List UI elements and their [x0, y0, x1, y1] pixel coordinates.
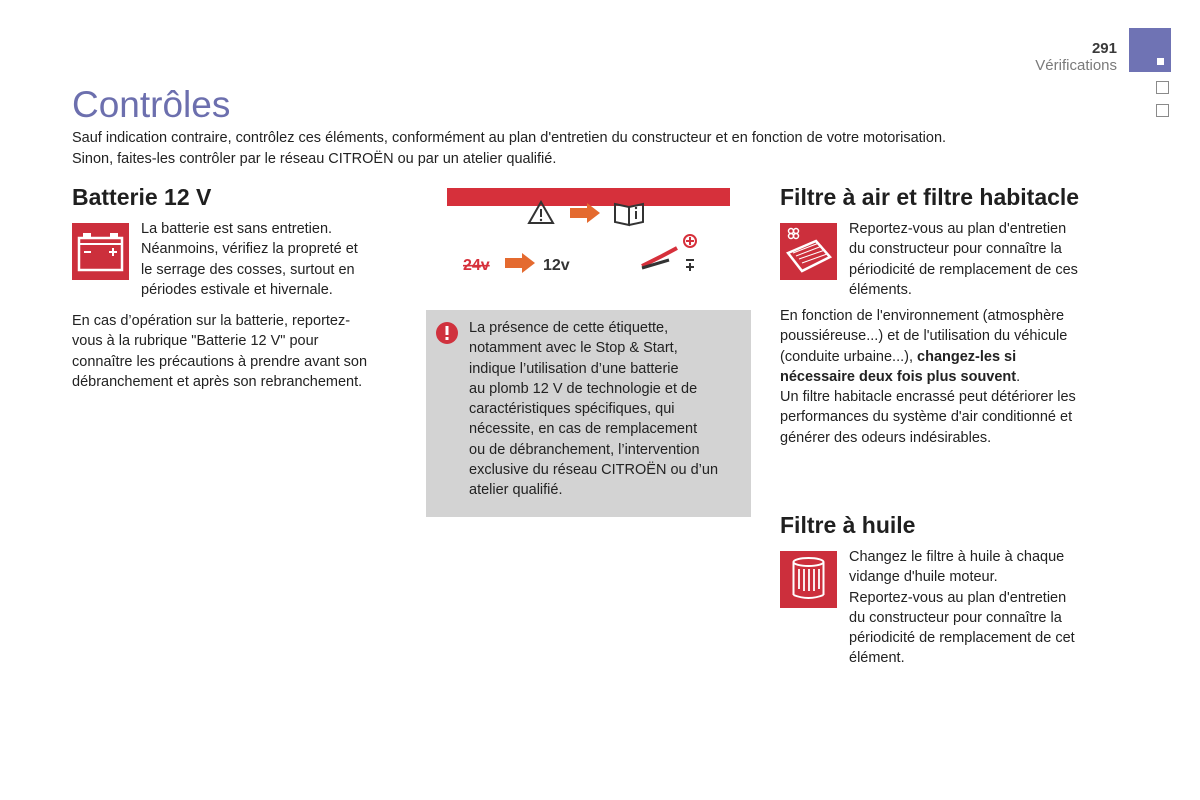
air-filter-heading: Filtre à air et filtre habitacle: [780, 184, 1080, 210]
text-line: périodicité de remplacement de cet: [849, 630, 1075, 647]
text-line: générer des odeurs indésirables.: [780, 429, 992, 446]
text-line: débranchement et après son rebranchement.: [72, 373, 363, 390]
manual-book-icon: [615, 204, 643, 225]
text-line: périodicité de remplacement de ces: [849, 261, 1078, 278]
text-line: La batterie est sans entretien.: [141, 221, 333, 237]
battery-heading: Batterie 12 V: [72, 184, 212, 210]
text-line: Un filtre habitacle encrassé peut détériorer les: [780, 389, 1076, 406]
section-tab-active: [1129, 28, 1171, 72]
intro-line: Sauf indication contraire, contrôlez ces éléments, conformément au plan d'entretien du constructeur et en fonction de votre motorisation.: [72, 130, 947, 146]
page-number: 291: [1091, 40, 1117, 57]
text-run: .: [1016, 368, 1021, 385]
oil-filter-heading: Filtre à huile: [780, 512, 916, 538]
oil-filter-icon: [780, 551, 837, 608]
text-line: du constructeur pour connaître la: [849, 609, 1062, 626]
text-line: périodes estivale et hivernale.: [141, 281, 333, 298]
text-line: [780, 347, 1120, 367]
text-line: éléments.: [849, 281, 912, 298]
cabin-filter-icon: [780, 223, 837, 280]
emphasis-text: changez-les si: [917, 348, 1017, 365]
text-line: vous à la rubrique "Batterie 12 V" pour: [72, 333, 319, 350]
battery-icon: [72, 223, 129, 280]
warning-text: [469, 318, 744, 501]
text-line: exclusive du réseau CITROËN ou d’un: [469, 462, 719, 479]
text-line: performances du système d'air conditionné et: [780, 409, 1073, 426]
text-line: nécessite, en cas de remplacement: [469, 421, 698, 438]
jumper-clamp-icon: [642, 235, 696, 271]
text-line: Reportez-vous au plan d'entretien: [849, 589, 1067, 606]
battery-label-graphic: [447, 188, 730, 280]
text-line: En cas d’opération sur la batterie, reportez-: [72, 313, 351, 329]
battery-text: [141, 219, 391, 300]
battery-note: [72, 311, 402, 392]
air-filter-note: [780, 306, 1120, 448]
text-line: ou de débranchement, l’intervention: [469, 441, 700, 458]
section-tab-box: [1156, 81, 1169, 94]
arrow-icon: [505, 253, 535, 273]
text-run: (conduite urbaine...),: [780, 348, 918, 365]
text-line: [780, 367, 1120, 387]
intro-text: [72, 128, 1112, 170]
text-line: caractéristiques spécifiques, qui: [469, 401, 675, 418]
from-voltage: 24v: [463, 257, 490, 274]
text-line: vidange d'huile moteur.: [849, 569, 998, 586]
oil-filter-text: [849, 547, 1109, 669]
text-line: atelier qualifié.: [469, 482, 563, 499]
emphasis-text: nécessaire deux fois plus souvent: [780, 368, 1017, 385]
text-line: Changez le filtre à huile à chaque: [849, 549, 1065, 565]
exclamation-icon: [436, 322, 458, 344]
text-line: élément.: [849, 650, 905, 667]
text-line: En fonction de l'environnement (atmosphère: [780, 308, 1065, 324]
text-line: Reportez-vous au plan d'entretien: [849, 221, 1067, 237]
to-voltage: 12v: [543, 257, 570, 274]
text-line: indique l’utilisation d’une batterie: [469, 360, 679, 377]
section-tab-box: [1156, 104, 1169, 117]
text-line: le serrage des cosses, surtout en: [141, 261, 355, 278]
text-line: Néanmoins, vérifiez la propreté et: [141, 241, 358, 258]
section-label: Vérifications: [1035, 57, 1117, 74]
text-line: connaître les précautions à prendre avant son: [72, 353, 368, 370]
text-line: La présence de cette étiquette,: [469, 320, 669, 336]
intro-line: Sinon, faites-les contrôler par le réseau CITROËN ou par un atelier qualifié.: [72, 151, 557, 167]
page-title: Contrôles: [72, 84, 231, 125]
text-line: notamment avec le Stop & Start,: [469, 340, 678, 357]
air-filter-text: [849, 219, 1109, 300]
red-band: [447, 188, 730, 206]
text-line: au plomb 12 V de technologie et de: [469, 380, 698, 397]
text-line: poussiéreuse...) et de l'utilisation du véhicule: [780, 328, 1068, 345]
text-line: du constructeur pour connaître la: [849, 241, 1062, 258]
